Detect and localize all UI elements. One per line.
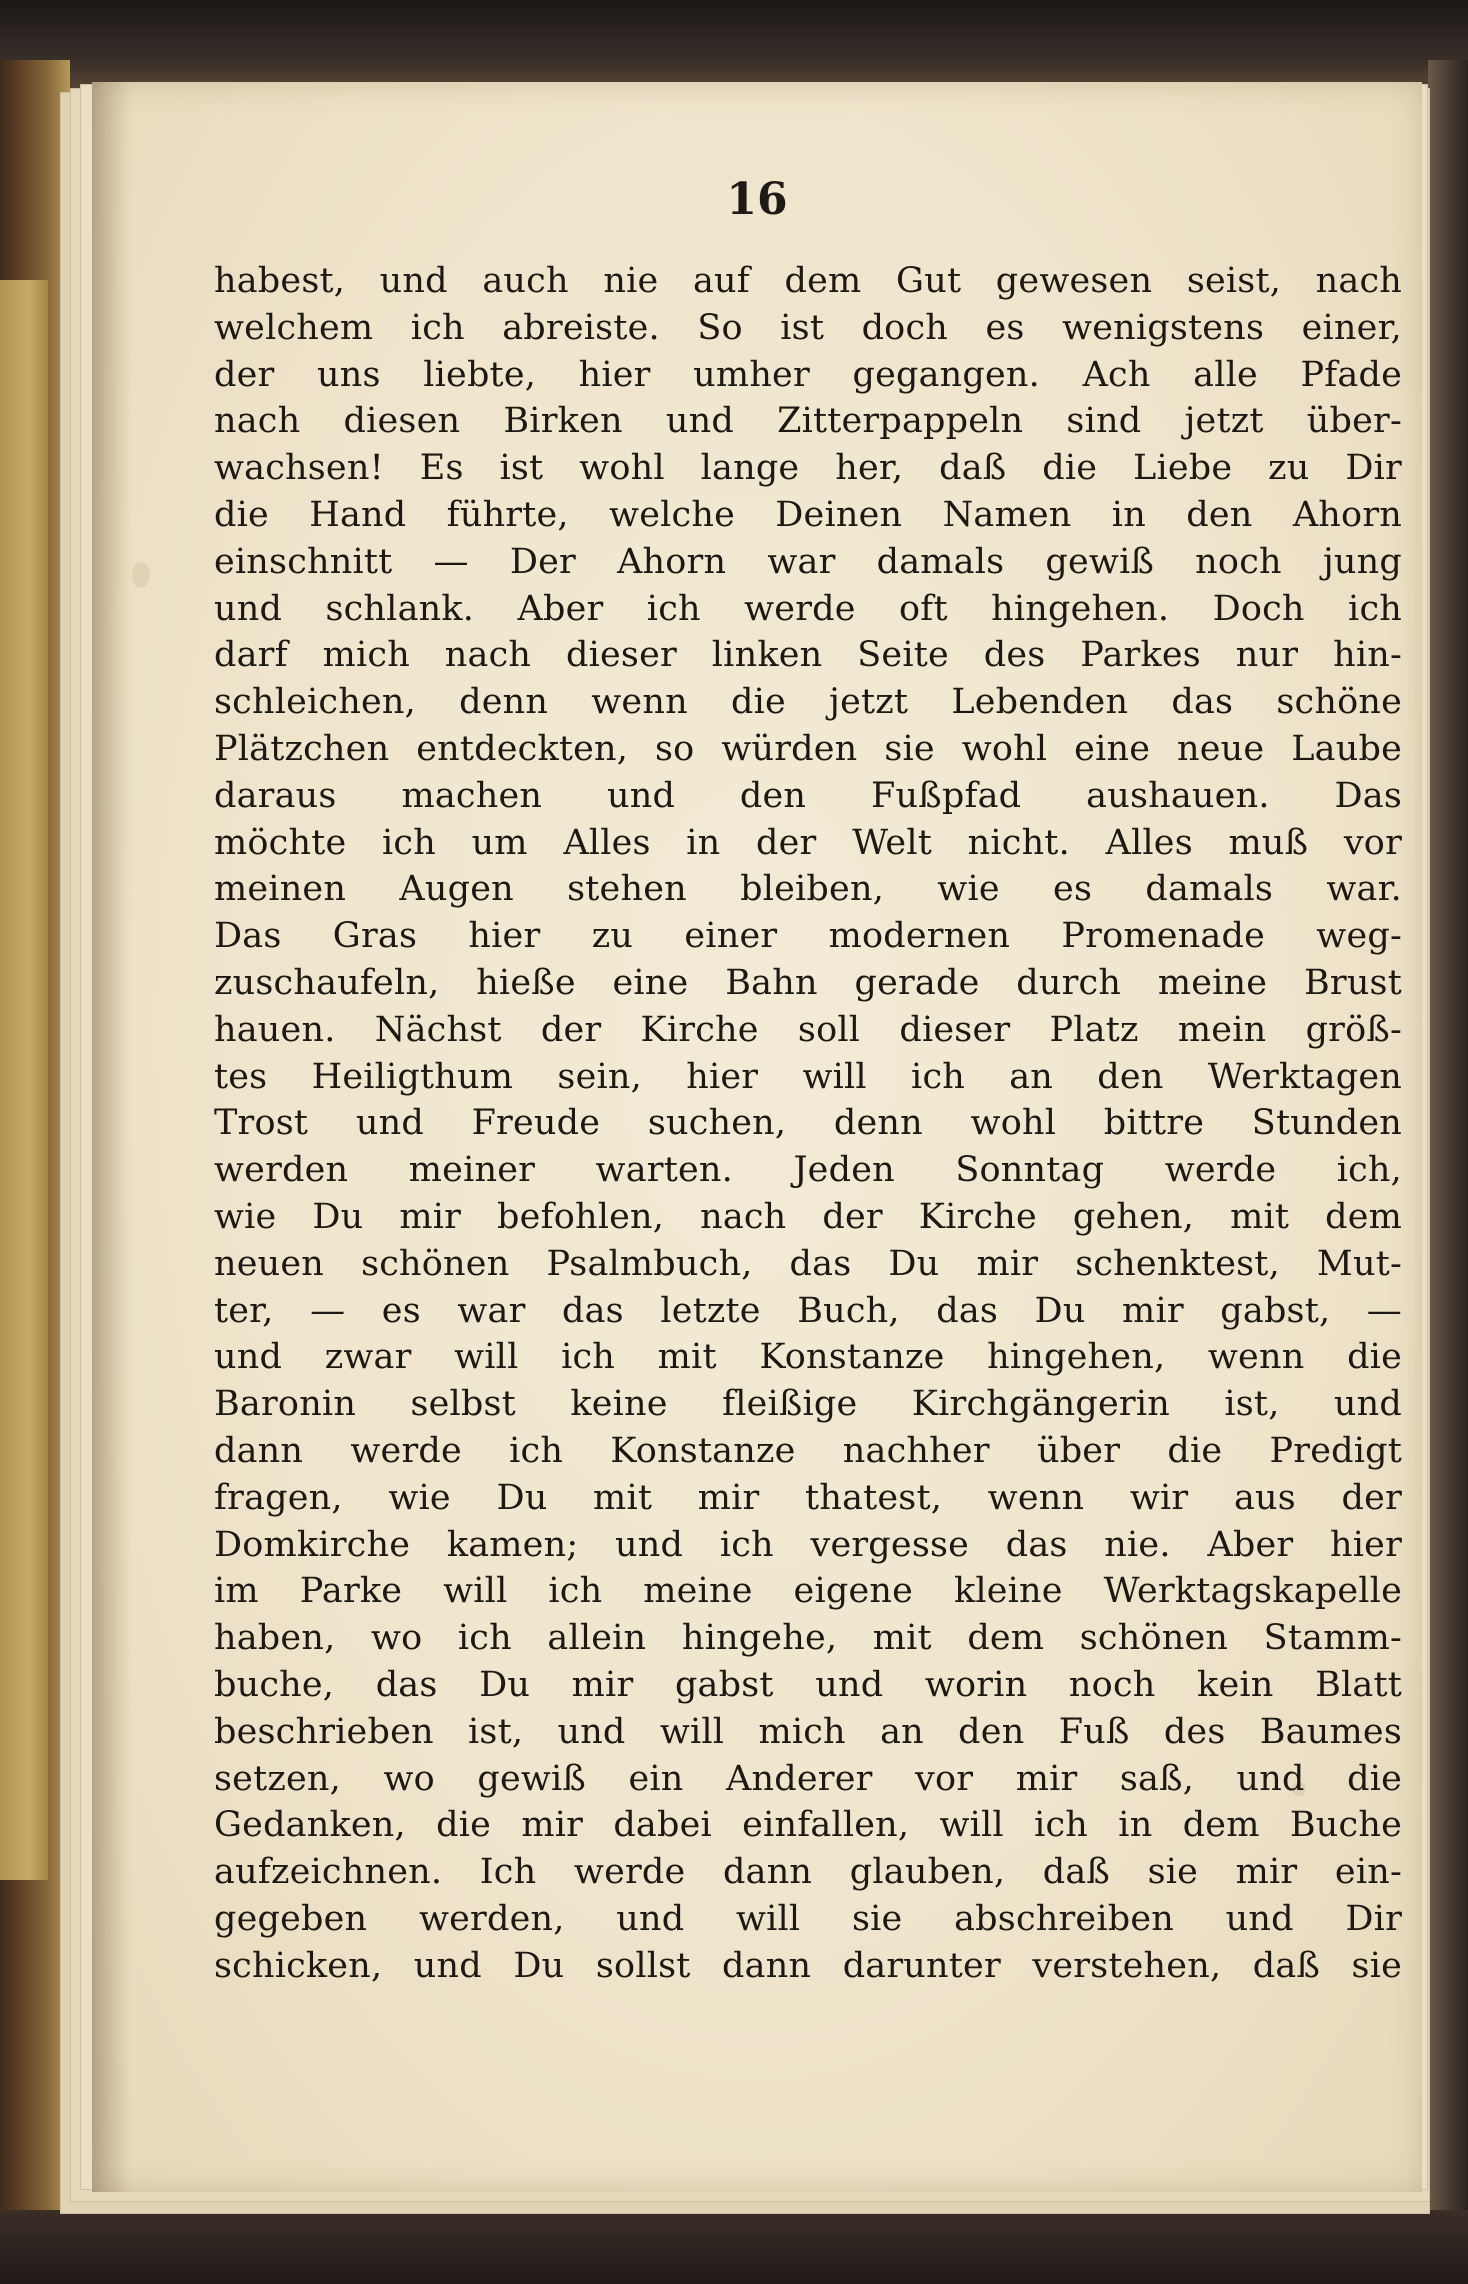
text-line: tes Heiligthum sein, hier will ich an den Werktagen [214,1056,1402,1097]
page-body-text [214,258,1402,1989]
text-line: schicken, und Du sollst dann darunter verstehen, daß sie [214,1945,1402,1986]
text-line: welchem ich abreiste. So ist doch es wenigstens einer, [214,307,1402,348]
text-line: schleichen, denn wenn die jetzt Lebenden das schöne [214,682,1402,723]
text-line: wachsen! Es ist wohl lange her, daß die Liebe zu Dir [214,448,1402,489]
page-number: 16 [726,174,788,225]
text-line: habest, und auch nie auf dem Gut gewesen seist, nach [214,261,1402,301]
book-cover-right-edge [1428,60,1468,2230]
text-line: aufzeichnen. Ich werde dann glauben, daß sie mir ein- [214,1852,1402,1893]
text-line: im Parke will ich meine eigene kleine Werktagskapelle [214,1571,1402,1612]
text-line: Gedanken, die mir dabei einfallen, will ich in dem Buche [214,1805,1402,1846]
text-line: Baronin selbst keine fleißige Kirchgängerin ist, und [214,1384,1402,1425]
text-line: möchte ich um Alles in der Welt nicht. Alles muß vor [214,822,1402,863]
text-line: ter, — es war das letzte Buch, das Du mir gabst, — [214,1290,1402,1331]
text-line: nach diesen Birken und Zitterpappeln sind jetzt über- [214,401,1402,442]
text-line: buche, das Du mir gabst und worin noch kein Blatt [214,1664,1402,1705]
text-line: fragen, wie Du mit mir thatest, wenn wir aus der [214,1477,1402,1518]
text-line: werden meiner warten. Jeden Sonntag werde ich, [214,1150,1402,1191]
foxing-spot [132,562,150,588]
text-line: einschnitt — Der Ahorn war damals gewiß noch jung [214,541,1402,582]
text-line: beschrieben ist, und will mich an den Fuß des Baumes [214,1711,1402,1752]
text-line: der uns liebte, hier umher gegangen. Ach alle Pfade [214,354,1402,395]
gutter-shadow [92,82,132,2192]
text-line: Trost und Freude suchen, denn wohl bittre Stunden [214,1103,1402,1144]
text-line: daraus machen und den Fußpfad aushauen. Das [214,775,1402,816]
book-spine-strip [0,280,48,1880]
text-line: neuen schönen Psalmbuch, das Du mir schenktest, Mut- [214,1243,1402,1284]
text-line: haben, wo ich allein hingehe, mit dem schönen Stamm- [214,1618,1402,1659]
text-line: gegeben werden, und will sie abschreiben und Dir [214,1898,1402,1939]
text-line: Domkirche kamen; und ich vergesse das nie. Aber hier [214,1524,1402,1565]
text-line: zuschaufeln, hieße eine Bahn gerade durch meine Brust [214,962,1402,1003]
text-line: setzen, wo gewiß ein Anderer vor mir saß, und die [214,1758,1402,1799]
text-line: hauen. Nächst der Kirche soll dieser Platz mein größ- [214,1009,1402,1050]
text-line: wie Du mir befohlen, nach der Kirche gehen, mit dem [214,1196,1402,1237]
text-line: Plätzchen entdeckten, so würden sie wohl eine neue Laube [214,728,1402,769]
book-page [92,82,1422,2192]
text-line: dann werde ich Konstanze nachher über die Predigt [214,1430,1402,1471]
text-line: die Hand führte, welche Deinen Namen in den Ahorn [214,494,1402,535]
text-line: und schlank. Aber ich werde oft hingehen. Doch ich [214,588,1402,629]
text-line: Das Gras hier zu einer modernen Promenade weg- [214,916,1402,957]
text-line: meinen Augen stehen bleiben, wie es damals war. [214,869,1402,910]
text-line: und zwar will ich mit Konstanze hingehen, wenn die [214,1337,1402,1378]
text-line: darf mich nach dieser linken Seite des Parkes nur hin- [214,635,1402,676]
book-cover-bottom-edge [0,2210,1468,2284]
book-cover-top-edge [0,0,1468,90]
